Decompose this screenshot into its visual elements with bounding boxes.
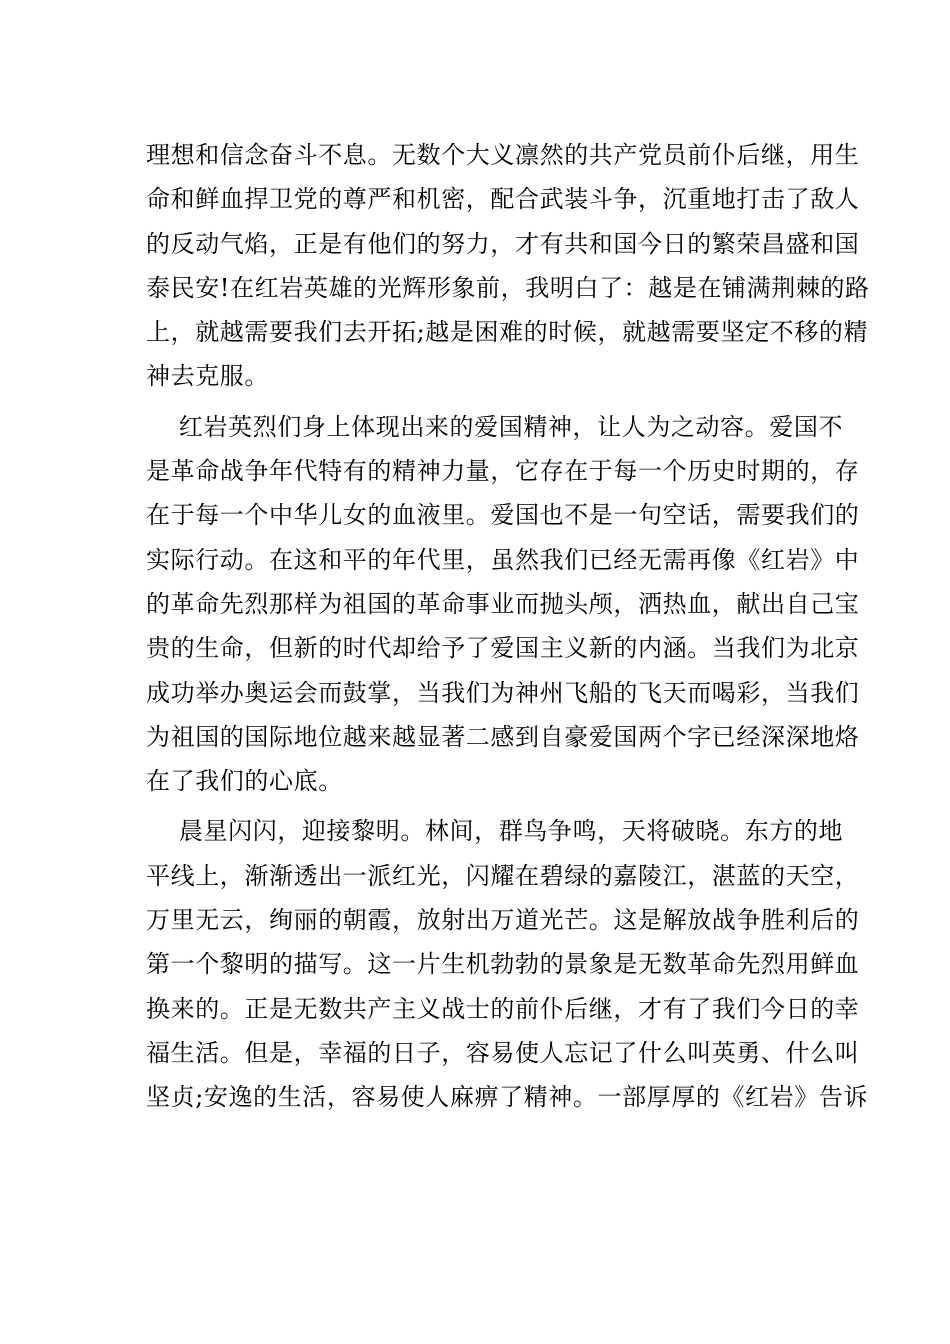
text-line: 平线上，渐渐透出一派红光，闪耀在碧绿的嘉陵江，湛蓝的天空， xyxy=(146,861,860,890)
text-line: 红岩英烈们身上体现出来的爱国精神，让人为之动容。爱国不 xyxy=(146,412,844,441)
text-line: 在于每一个中华儿女的血液里。爱国也不是一句空话，需要我们的 xyxy=(146,501,860,530)
text-line: 的革命先烈那样为祖国的革命事业而抛头颅，洒热血，献出自己宝 xyxy=(146,589,860,618)
text-line: 成功举办奥运会而鼓掌，当我们为神州飞船的飞天而喝彩，当我们 xyxy=(146,678,860,707)
text-line: 实际行动。在这和平的年代里，虽然我们已经无需再像《红岩》中 xyxy=(146,545,860,574)
text-line: 万里无云，绚丽的朝霞，放射出万道光芒。这是解放战争胜利后的 xyxy=(146,906,860,935)
text-line: 第一个黎明的描写。这一片生机勃勃的景象是无数革命先烈用鲜血 xyxy=(146,950,860,979)
text-line: 坚贞;安逸的生活，容易使人麻痹了精神。一部厚厚的《红岩》告诉 xyxy=(146,1083,869,1112)
text-line: 神去克服。 xyxy=(146,362,269,391)
text-line: 命和鲜血捍卫党的尊严和机密，配合武装斗争，沉重地打击了敌人 xyxy=(146,185,860,214)
paragraph xyxy=(146,809,869,1119)
document-body xyxy=(146,133,870,1120)
text-line: 晨星闪闪，迎接黎明。林间，群鸟争鸣，天将破晓。东方的地 xyxy=(146,817,844,846)
text-line: 在了我们的心底。 xyxy=(146,767,343,796)
text-line: 理想和信念奋斗不息。无数个大义凛然的共产党员前仆后继，用生 xyxy=(146,141,860,169)
text-line: 贵的生命，但新的时代却给予了爱国主义新的内涵。当我们为北京 xyxy=(146,634,860,663)
text-line: 是革命战争年代特有的精神力量，它存在于每一个历史时期的，存 xyxy=(146,457,860,486)
text-line: 泰民安!在红岩英雄的光辉形象前，我明白了：越是在铺满荆棘的路 xyxy=(146,273,870,302)
text-line: 的反动气焰，正是有他们的努力，才有共和国今日的繁荣昌盛和国 xyxy=(146,229,860,258)
text-line: 为祖国的国际地位越来越显著二感到自豪爱国两个字已经深深地烙 xyxy=(146,722,860,751)
text-line: 换来的。正是无数共产主义战士的前仆后继，才有了我们今日的幸 xyxy=(146,994,860,1023)
paragraph xyxy=(146,405,860,804)
paragraph xyxy=(146,133,870,399)
text-line: 上，就越需要我们去开拓;越是困难的时候，就越需要坚定不移的精 xyxy=(146,318,869,347)
text-line: 福生活。但是，幸福的日子，容易使人忘记了什么叫英勇、什么叫 xyxy=(146,1038,860,1067)
